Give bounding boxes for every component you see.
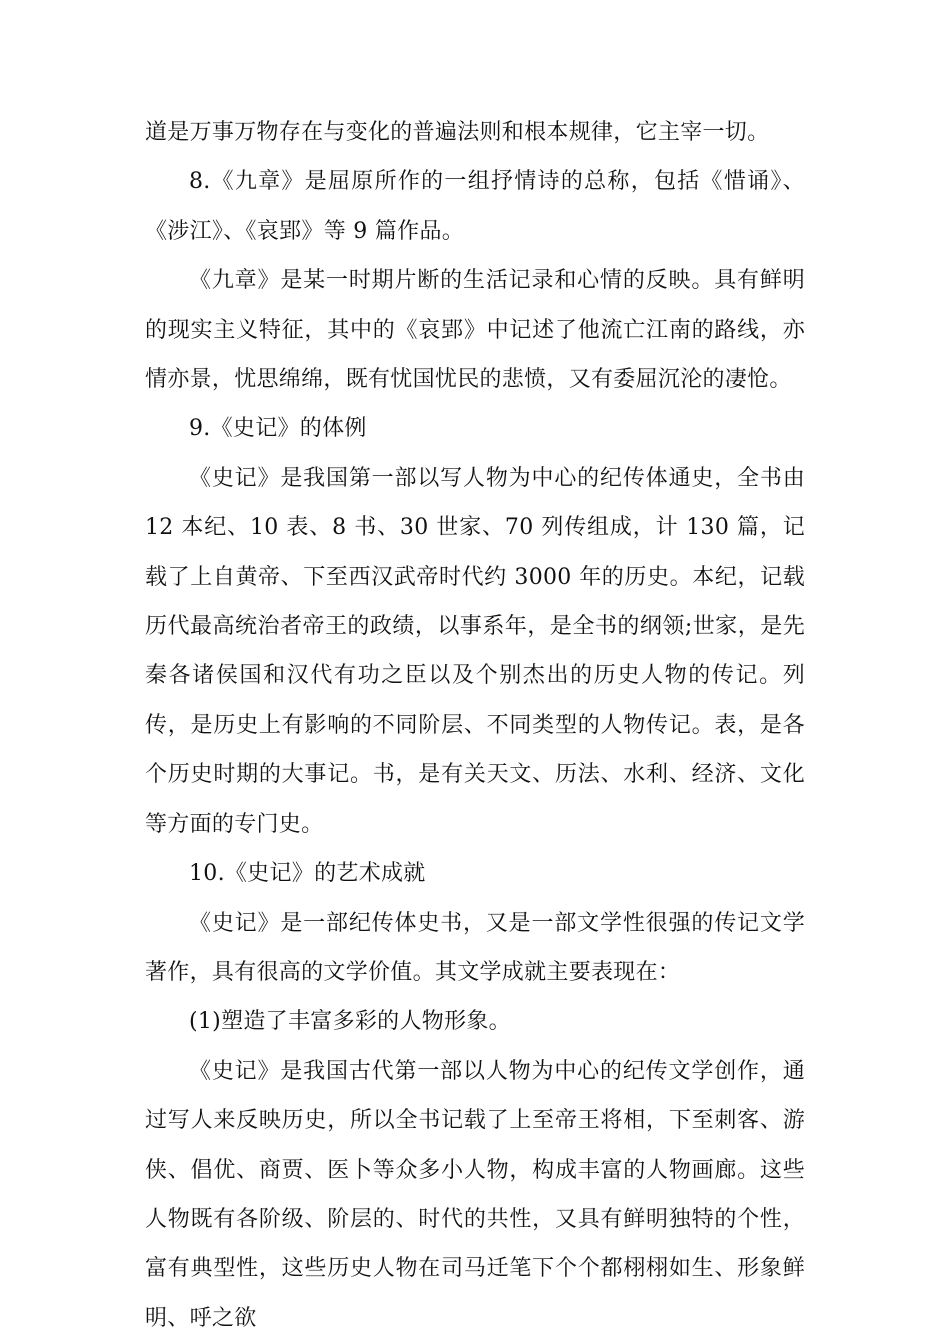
paragraph-jiuzhang-features: 《九章》是某一时期片断的生活记录和心情的反映。具有鲜明的现实主义特征，其中的《哀郢》中记述了他流亡江南的路线，亦情亦景，忧思绵绵，既有忧国忧民的悲愤，又有委屈沉沦的凄怆。	[145, 268, 805, 393]
paragraph-dao: 道是万事万物存在与变化的普遍法则和根本规律，它主宰一切。	[145, 120, 770, 145]
paragraph-shiji-format: 《史记》是我国第一部以写人物为中心的纪传体通史，全书由 12 本纪、10 表、8 书、30 世家、70 列传组成，计 130 篇，记载了上自黄帝、下至西汉武帝时代约 3000 年的历史。本纪，记载历代最高统治者帝王的政绩，以事系年，是全书的纲领;世家，是先秦各诸侯国和汉代有功之臣以及个别杰出的历史人物的传记。列传，是历史上有影响的不同阶层、不同类型的人物传记。表，是各个历史时期的大事记。书，是有关天文、历法、水利、经济、文化等方面的专门史。	[145, 465, 805, 837]
heading-shiji-format: 9.《史记》的体例	[189, 416, 367, 442]
paragraph-jiuzhang-intro: 8.《九章》是屈原所作的一组抒情诗的总称，包括《惜诵》、《涉江》、《哀郢》等 9 篇作品。	[145, 169, 805, 244]
document-body	[145, 108, 805, 1343]
paragraph-shiji-art: 《史记》是一部纪传体史书，又是一部文学性很强的传记文学著作，具有很高的文学价值。其文学成就主要表现在：	[145, 910, 805, 985]
heading-shiji-art: 10.《史记》的艺术成就	[189, 861, 426, 887]
subheading-characters: (1)塑造了丰富多彩的人物形象。	[189, 1009, 511, 1035]
paragraph-characters: 《史记》是我国古代第一部以人物为中心的纪传文学创作，通过写人来反映历史，所以全书记载了上至帝王将相，下至刺客、游侠、倡优、商贾、医卜等众多小人物，构成丰富的人物画廊。这些人物既有各阶级、阶层的、时代的共性，又具有鲜明独特的个性，富有典型性，这些历史人物在司马迁笔下个个都栩栩如生、形象鲜明、呼之欲	[145, 1058, 805, 1331]
